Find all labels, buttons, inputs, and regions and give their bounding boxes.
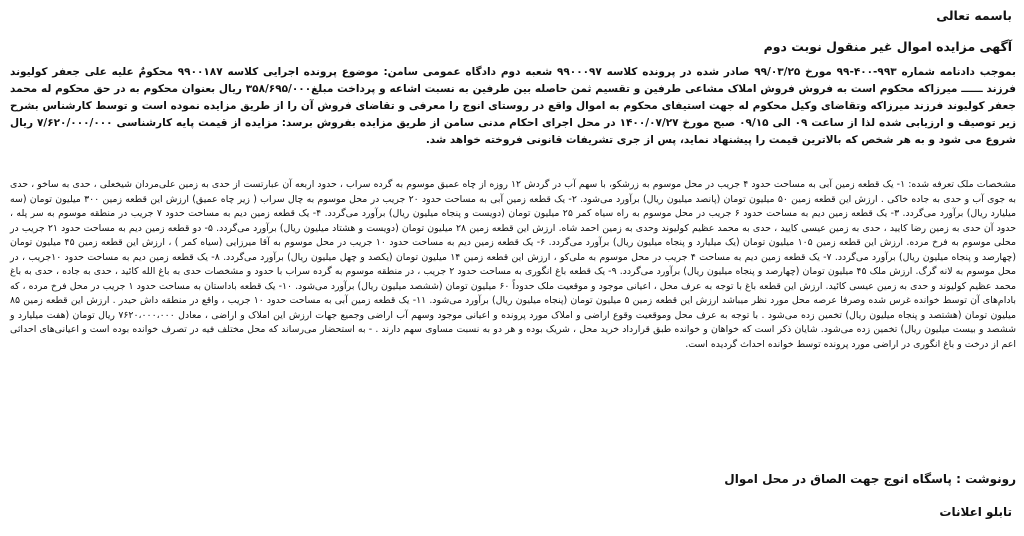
property-specs-paragraph: مشخصات ملک تعرفه شده: ۱- یک قطعه زمین آبی به مساحت حدود ۴ جریب در محل موسوم به زرشکو، با سهم آب در گردش ۱۲ روزه از چاه عمیق موسوم به گرده سراب ، حدود اربعه آن عبارتست از حدی به زمین علی‌مردان شیخعلی ، حدی به ساخو ، حدی به جوی آب و حدی به جاده خاکی . ارزش این قطعه زمین ۵۰ میلیون تومان (پانصد میلیون ریال) برآورد می‌شود. ۲- یک قطعه زمین آبی به مساحت حدود ۲۰ جریب در محل موسوم به چال سراب ( زیر چاه عمیق) ارزش این قطعه زمین ۳۰۰ میلیون تومان (سه میلیارد ریال) برآورد می‌گردد. ۳- یک قطعه زمین دیم به مساحت حدود ۶ جریب در محل موسوم به راه سیاه کمر ۲۵ میلیون تومان (دویست و پنجاه میلیون ریال) برآورد می‌گردد. ۴- یک قطعه زمین دیم به مساحت حدود ۷ جریب در منطقه موسوم به سر پله ، حدود آن حدی به زمین رضا کایید ، حدی به زمین عیسی کایید ، حدی به محمد عظیم کولیوند وحدی به زمین احمد شاه. ارزش این قطعه زمین ۲۸ میلیون تومان (دویست و هشتاد میلیون ریال) برآورد می‌گردد. ۵- دو قطعه زمین دیم به مساحت حدود ۲۱ جریب در محلی موسوم به فرخ مرده. ارزش این قطعه زمین ۱۰۵ میلیون تومان (یک میلیارد و پنجاه میلیون ریال) برآورد می‌گردد. ۶- یک قطعه زمین دیم به مساحت حدود ۱۰ جریب در محل موسوم به آقا میرزایی (سیاه کمر ) ، ارزش این قطعه زمین ۴۵ میلیون تومان (چهارصد و پنجاه میلیون ریال) برآورد می‌گردد. ۷- یک قطعه زمین دیم به مساحت ۴ جریب در محل موسوم به ملی‌کو ، ارزش این قطعه زمین ۱۴ میلیون تومان (یکصد و چهل میلیون ریال) برآورد می‌گردد. ۸- یک قطعه زمین دیم به مساحت حدود ۱۰جریب ، در محل موسوم به لانه گرگ. ارزش ملک ۴۵ میلیون تومان (چهارصد و پنجاه میلیون ریال) برآورد می‌گردد. ۹- یک قطعه باغ انگوری به مساحت حدود ۲ جریب ، در منطقه موسوم به گرده سراب با حدود و مشخصات حدی به باغ الله کائید ، حدی به جاده ، حدی به باغ محمد عظیم کولیوند و حدی به زمین عیسی کائید. ارزش این قطعه باغ با توجه به عرف محل ، اعیانی موجود و موقعیت ملک حدوداً ۶۰ میلیون تومان (ششصد میلیون ریال) برآورد می‌شود. ۱۰- یک قطعه باداستان به مساحت حدود ۱ جریب در محل فرخ مرده ، که بادام‌های آن توسط خوانده غرس شده وصرفا عرصه محل مورد نظر میباشد ارزش این قطعه زمین ۵ میلیون تومان (پنجاه میلیون ریال) برآورد می‌شود. ۱۱- یک قطعه زمین آبی به مساحت حدود ۱۰ جریب ، واقع در منطقه داش حیدر . ارزش این قطعه زمین ۸۵ میلیون تومان (هشتصد و پنجاه میلیون ریال) تخمین زده می‌شود . با توجه به عرف محل وموقعیت وقوع اراضی و املاک مورد پرونده و اعیانی موجود وسهم آب اراضی وجمیع جهات ارزش این املاک و اراضی ، معادل ۷۶۲۰،۰۰۰،۰۰۰ ریال تومان (هفت میلیارد و ششصد و بیست میلیون ریال) تخمین زده می‌شود. شایان ذکر است که خواهان و خوانده طبق قرارداد خرید محل ، شریک بوده و هر دو به نسبت مساوی سهم دارند . - به استحضار می‌رساند که محل مختلف فیه در تصرف خوانده بوده است و اعیانی‌های احداثی اعم از درخت و باغ انگوری در اراضی مورد پرونده توسط خوانده احداث گردیده است. <box>10 179 1017 350</box>
basmala-heading: باسمه تعالی <box>936 8 1012 23</box>
copy-recipient-line: رونوشت : پاسگاه انوج جهت الصاق در محل اموال <box>724 472 1016 486</box>
notice-title: آگهی مزایده اموال غیر منقول نوبت دوم <box>763 39 1012 54</box>
notice-board-line: تابلو اعلانات <box>939 505 1012 519</box>
notice-intro-paragraph: بموجب دادنامه شماره ۹۹۳-۴۰۰-۹۹ مورخ ۹۹/۰۳/۲۵ صادر شده در پرونده کلاسه ۹۹۰۰۰۹۷ شعبه دوم دادگاه عمومی سامن: موضوع پرونده اجرایی کلاسه ۹۹۰۰۱۸۷ محکومٌ علیه علی جعفر کولیوند فرزند ــــــ میرزاکه محکوم است به فروش فروش املاک مشاعی طرفین و تقسیم ثمن حاصله بین طرفین به نسبت اشاعه و پرداخت مبلغ۳۵۸/۶۹۵/۰۰۰ ریال بعنوان محکوم به در حق محکوم له محمد جعفر کولیوند فرزند میرزاکه وتقاضای وکیل محکوم له جهت استیفای محکوم به اموال واقع در روستای انوج را معرفی و تقاضای فروش آن را از طریق مزایده نموده است و توسط کارشناس بشرح زیر توصیف و ارزیابی شده لذا از ساعت ۰۹ الی ۰۹/۱۵ صبح مورخ ۱۴۰۰/۰۷/۲۷ در محل اجرای احکام مدنی سامن از طریق مزایده بفروش برسد: مزایده از قیمت پایه کارشناسی ۷/۶۲۰/۰۰۰/۰۰۰ ریال شروع می شود و به هر شخص که بالاترین قیمت را پیشنهاد نماید، پس از جری تشریفات قانونی فروخته خواهد شد. <box>10 66 1017 146</box>
